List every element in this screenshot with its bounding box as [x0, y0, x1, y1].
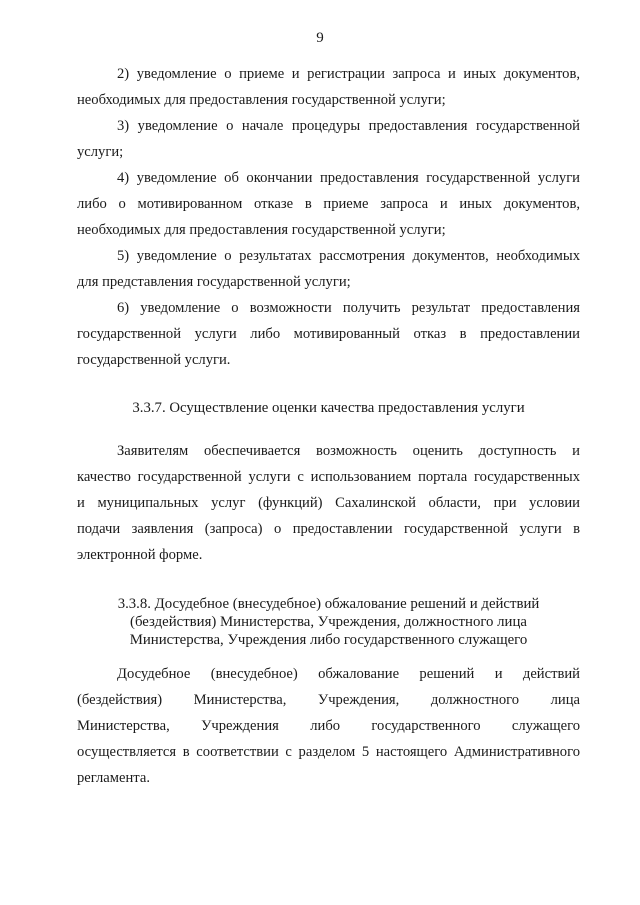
text-line: услуги; [77, 144, 124, 160]
section-337-heading [77, 399, 580, 417]
text-line: и муниципальных услуг (функций) Сахалинской области, при условии [77, 495, 580, 511]
text-line: 2) уведомление о приеме и регистрации запроса и иных документов, [117, 66, 580, 82]
heading-line: (бездействия) Министерства, Учреждения, должностного лица [130, 614, 527, 630]
notification-item-3 [77, 113, 580, 165]
notification-item-6 [77, 295, 580, 373]
heading-line: 3.3.7. Осуществление оценки качества предоставления услуги [132, 400, 525, 416]
text-line: необходимых для предоставления государственной услуги; [77, 92, 446, 108]
notifications-block [77, 61, 580, 373]
text-line: подачи заявления (запроса) о предоставлении государственной услуги в [77, 521, 580, 537]
text-line: качество государственной услуги с использованием портала государственных [77, 469, 580, 485]
text-line: Заявителям обеспечивается возможность оценить доступность и [117, 443, 580, 459]
text-line: электронной форме. [77, 547, 203, 563]
section-338-heading [77, 595, 580, 649]
text-line: для представления государственной услуги; [77, 274, 351, 290]
page-number: 9 [316, 30, 324, 46]
text-line: 6) уведомление о возможности получить результат предоставления [117, 300, 580, 316]
notification-item-2 [77, 61, 580, 113]
notification-item-5 [77, 243, 580, 295]
text-line: государственной услуги либо мотивированный отказ в предоставлении [77, 326, 580, 342]
notification-item-4 [77, 165, 580, 243]
text-line: 4) уведомление об окончании предоставления государственной услуги [117, 170, 580, 186]
text-line: Досудебное (внесудебное) обжалование решений и действий [117, 666, 580, 682]
text-line: либо о мотивированном отказе в приеме запроса и иных документов, [77, 196, 580, 212]
text-line: государственной услуги. [77, 352, 231, 368]
text-line: регламента. [77, 770, 150, 786]
section-338-body [77, 661, 580, 791]
text-line: необходимых для предоставления государственной услуги; [77, 222, 446, 238]
text-line: осуществляется в соответствии с разделом 5 настоящего Административного [77, 744, 580, 760]
text-line: 5) уведомление о результатах рассмотрения документов, необходимых [117, 248, 580, 264]
text-line: (бездействия) Министерства, Учреждения, должностного лица [77, 692, 580, 708]
heading-line: 3.3.8. Досудебное (внесудебное) обжалование решений и действий [117, 596, 540, 612]
heading-line: Министерства, Учреждения либо государственного служащего [129, 632, 528, 648]
text-line: Министерства, Учреждения либо государственного служащего [77, 718, 580, 734]
section-337-body [77, 438, 580, 568]
text-line: 3) уведомление о начале процедуры предоставления государственной [117, 118, 580, 134]
